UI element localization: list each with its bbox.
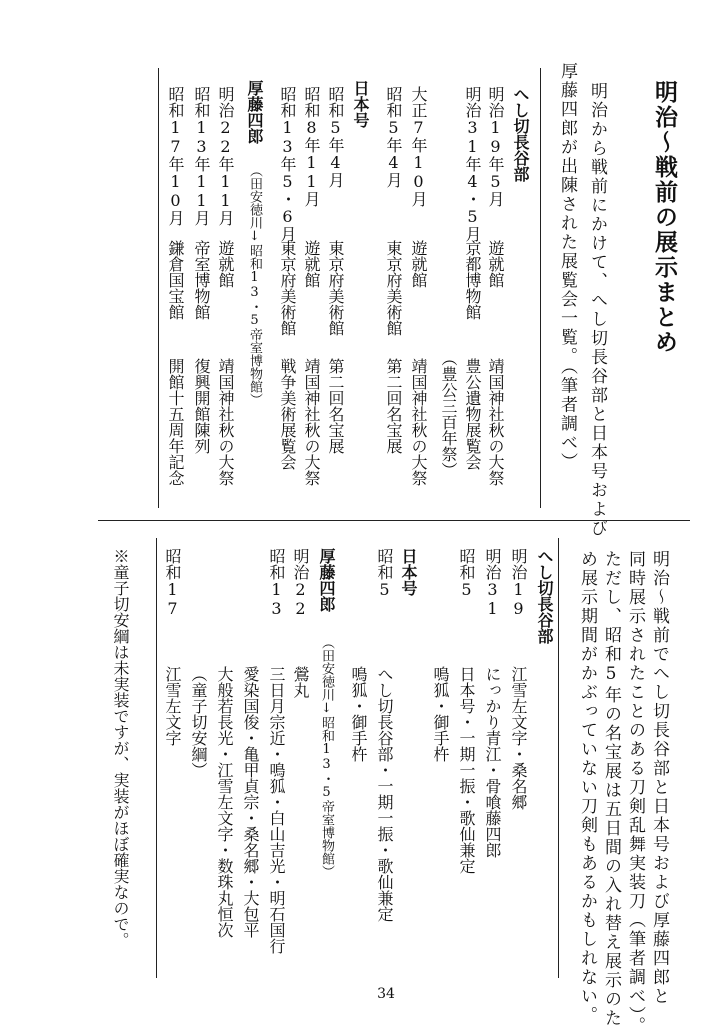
intro2-line-3: ただし、昭和5年の名宝展は五日間の入れ替え展示のた [601, 550, 621, 1028]
sword-items: 江雪左文字・桑名郷 [509, 666, 528, 810]
exhibition-event: 第二回名宝展 [384, 358, 403, 454]
exhibition-group-heading: 日本号 [351, 80, 370, 128]
top-table-left-rule [158, 68, 159, 508]
sword-items: 鳴狐・御手杵 [431, 666, 450, 762]
exhibition-venue: 遊就館 [302, 240, 321, 288]
exhibition-venue: 遊就館 [409, 240, 428, 288]
sword-year: 明治31 [483, 548, 502, 618]
bottom-table-left-rule [156, 538, 157, 978]
sword-year: 明治19 [509, 548, 528, 618]
sword-items: 愛染国俊・亀甲貞宗・桑名郷・大包平 [241, 666, 260, 938]
sword-items: 三日月宗近・鳴狐・白山吉光・明石国行 [267, 666, 286, 954]
sword-group-heading: へし切長谷部 [535, 548, 554, 644]
exhibition-venue: 東京府美術館 [278, 240, 297, 336]
exhibition-event: 戦争美術展覧会 [278, 358, 297, 470]
exhibition-date: 昭和5年4月 [384, 86, 403, 188]
page-number: 34 [377, 986, 395, 1002]
top-table-right-rule [540, 68, 541, 508]
sword-year: 昭和5 [375, 548, 394, 599]
exhibition-group-heading: 厚藤四郎 [245, 80, 264, 144]
exhibition-date: 昭和8年11月 [302, 86, 321, 207]
exhibition-date: 明治19年5月 [486, 86, 505, 207]
sword-year: 明治22 [291, 548, 310, 618]
exhibition-date: 昭和17年10月 [166, 86, 185, 226]
exhibition-venue: 東京府美術館 [326, 240, 345, 336]
sword-items: 日本号・一期一振・歌仙兼定 [457, 666, 476, 874]
sword-year: 昭和17 [163, 548, 182, 618]
intro2-line-1: 明治〜戦前でへし切長谷部と日本号および厚藤四郎と [649, 550, 669, 1006]
exhibition-event: 靖国神社秋の大祭 [216, 358, 235, 486]
exhibition-date: 昭和13年11月 [192, 86, 211, 226]
exhibition-event: 開館十五周年記念 [166, 358, 185, 486]
exhibition-event: 第二回名宝展 [326, 358, 345, 454]
exhibition-venue: 京都博物館 [463, 240, 482, 320]
exhibition-event: 豊公遺物展覧会 [463, 358, 482, 470]
exhibition-venue: 遊就館 [216, 240, 235, 288]
exhibition-date: 明治31年4・5月 [463, 86, 482, 242]
intro2-line-2: 同時展示されたことのある刀剣乱舞実装刀（筆者調べ）。 [625, 550, 645, 1036]
sword-group-heading: 日本号 [399, 548, 418, 596]
sword-group-note: （田安徳川↓昭和13・5帝室博物館） [319, 636, 334, 878]
sword-items: （童子切安綱） [189, 666, 208, 778]
bottom-table-right-rule [558, 538, 559, 978]
exhibition-venue: 帝室博物館 [192, 240, 211, 320]
exhibition-date: 明治22年11月 [216, 86, 235, 226]
intro-line-1: 明治から戦前にかけて、へし切長谷部と日本号および [587, 82, 607, 538]
intro2-line-4: め展示期間がかぶっていない刀剣もあるかもしれない。 [577, 550, 597, 1025]
exhibition-date: 昭和13年5・6月 [278, 86, 297, 242]
sword-items: 鶯丸 [291, 666, 310, 698]
exhibition-venue: 東京府美術館 [384, 240, 403, 336]
exhibition-event: 復興開館陳列 [192, 358, 211, 454]
exhibition-venue: 鎌倉国宝館 [166, 240, 185, 320]
exhibition-date: 大正7年10月 [409, 86, 428, 207]
exhibition-group-note: （田安徳川↓昭和13・5帝室博物館） [247, 164, 262, 406]
exhibition-group-heading: へし切長谷部 [511, 86, 530, 182]
section-divider [98, 520, 690, 521]
sword-year: 昭和5 [457, 548, 476, 599]
sword-items: にっかり青江・骨喰藤四郎 [483, 666, 502, 858]
intro-line-2: 厚藤四郎が出陳された展覧会一覧。（筆者調べ） [557, 62, 577, 472]
sword-items: 江雪左文字 [163, 666, 182, 746]
footnote: ※童子切安綱は未実装ですが、実装がほぼ確実なので。 [111, 548, 130, 948]
sword-items: 鳴狐・御手杵 [349, 666, 368, 762]
sword-group-heading: 厚藤四郎 [317, 548, 336, 612]
exhibition-event: 靖国神社秋の大祭 [302, 358, 321, 486]
exhibition-venue: 遊就館 [486, 240, 505, 288]
exhibition-date: 昭和5年4月 [326, 86, 345, 188]
exhibition-event-note: （豊公三百年祭） [439, 350, 458, 478]
sword-items: へし切長谷部・一期一振・歌仙兼定 [375, 666, 394, 922]
exhibition-event: 靖国神社秋の大祭 [409, 358, 428, 486]
sword-items: 大般若長光・江雪左文字・数珠丸恒次 [215, 666, 234, 938]
page-title: 明治〜戦前の展示まとめ [651, 80, 677, 355]
sword-year: 昭和13 [267, 548, 286, 618]
exhibition-event: 靖国神社秋の大祭 [486, 358, 505, 486]
